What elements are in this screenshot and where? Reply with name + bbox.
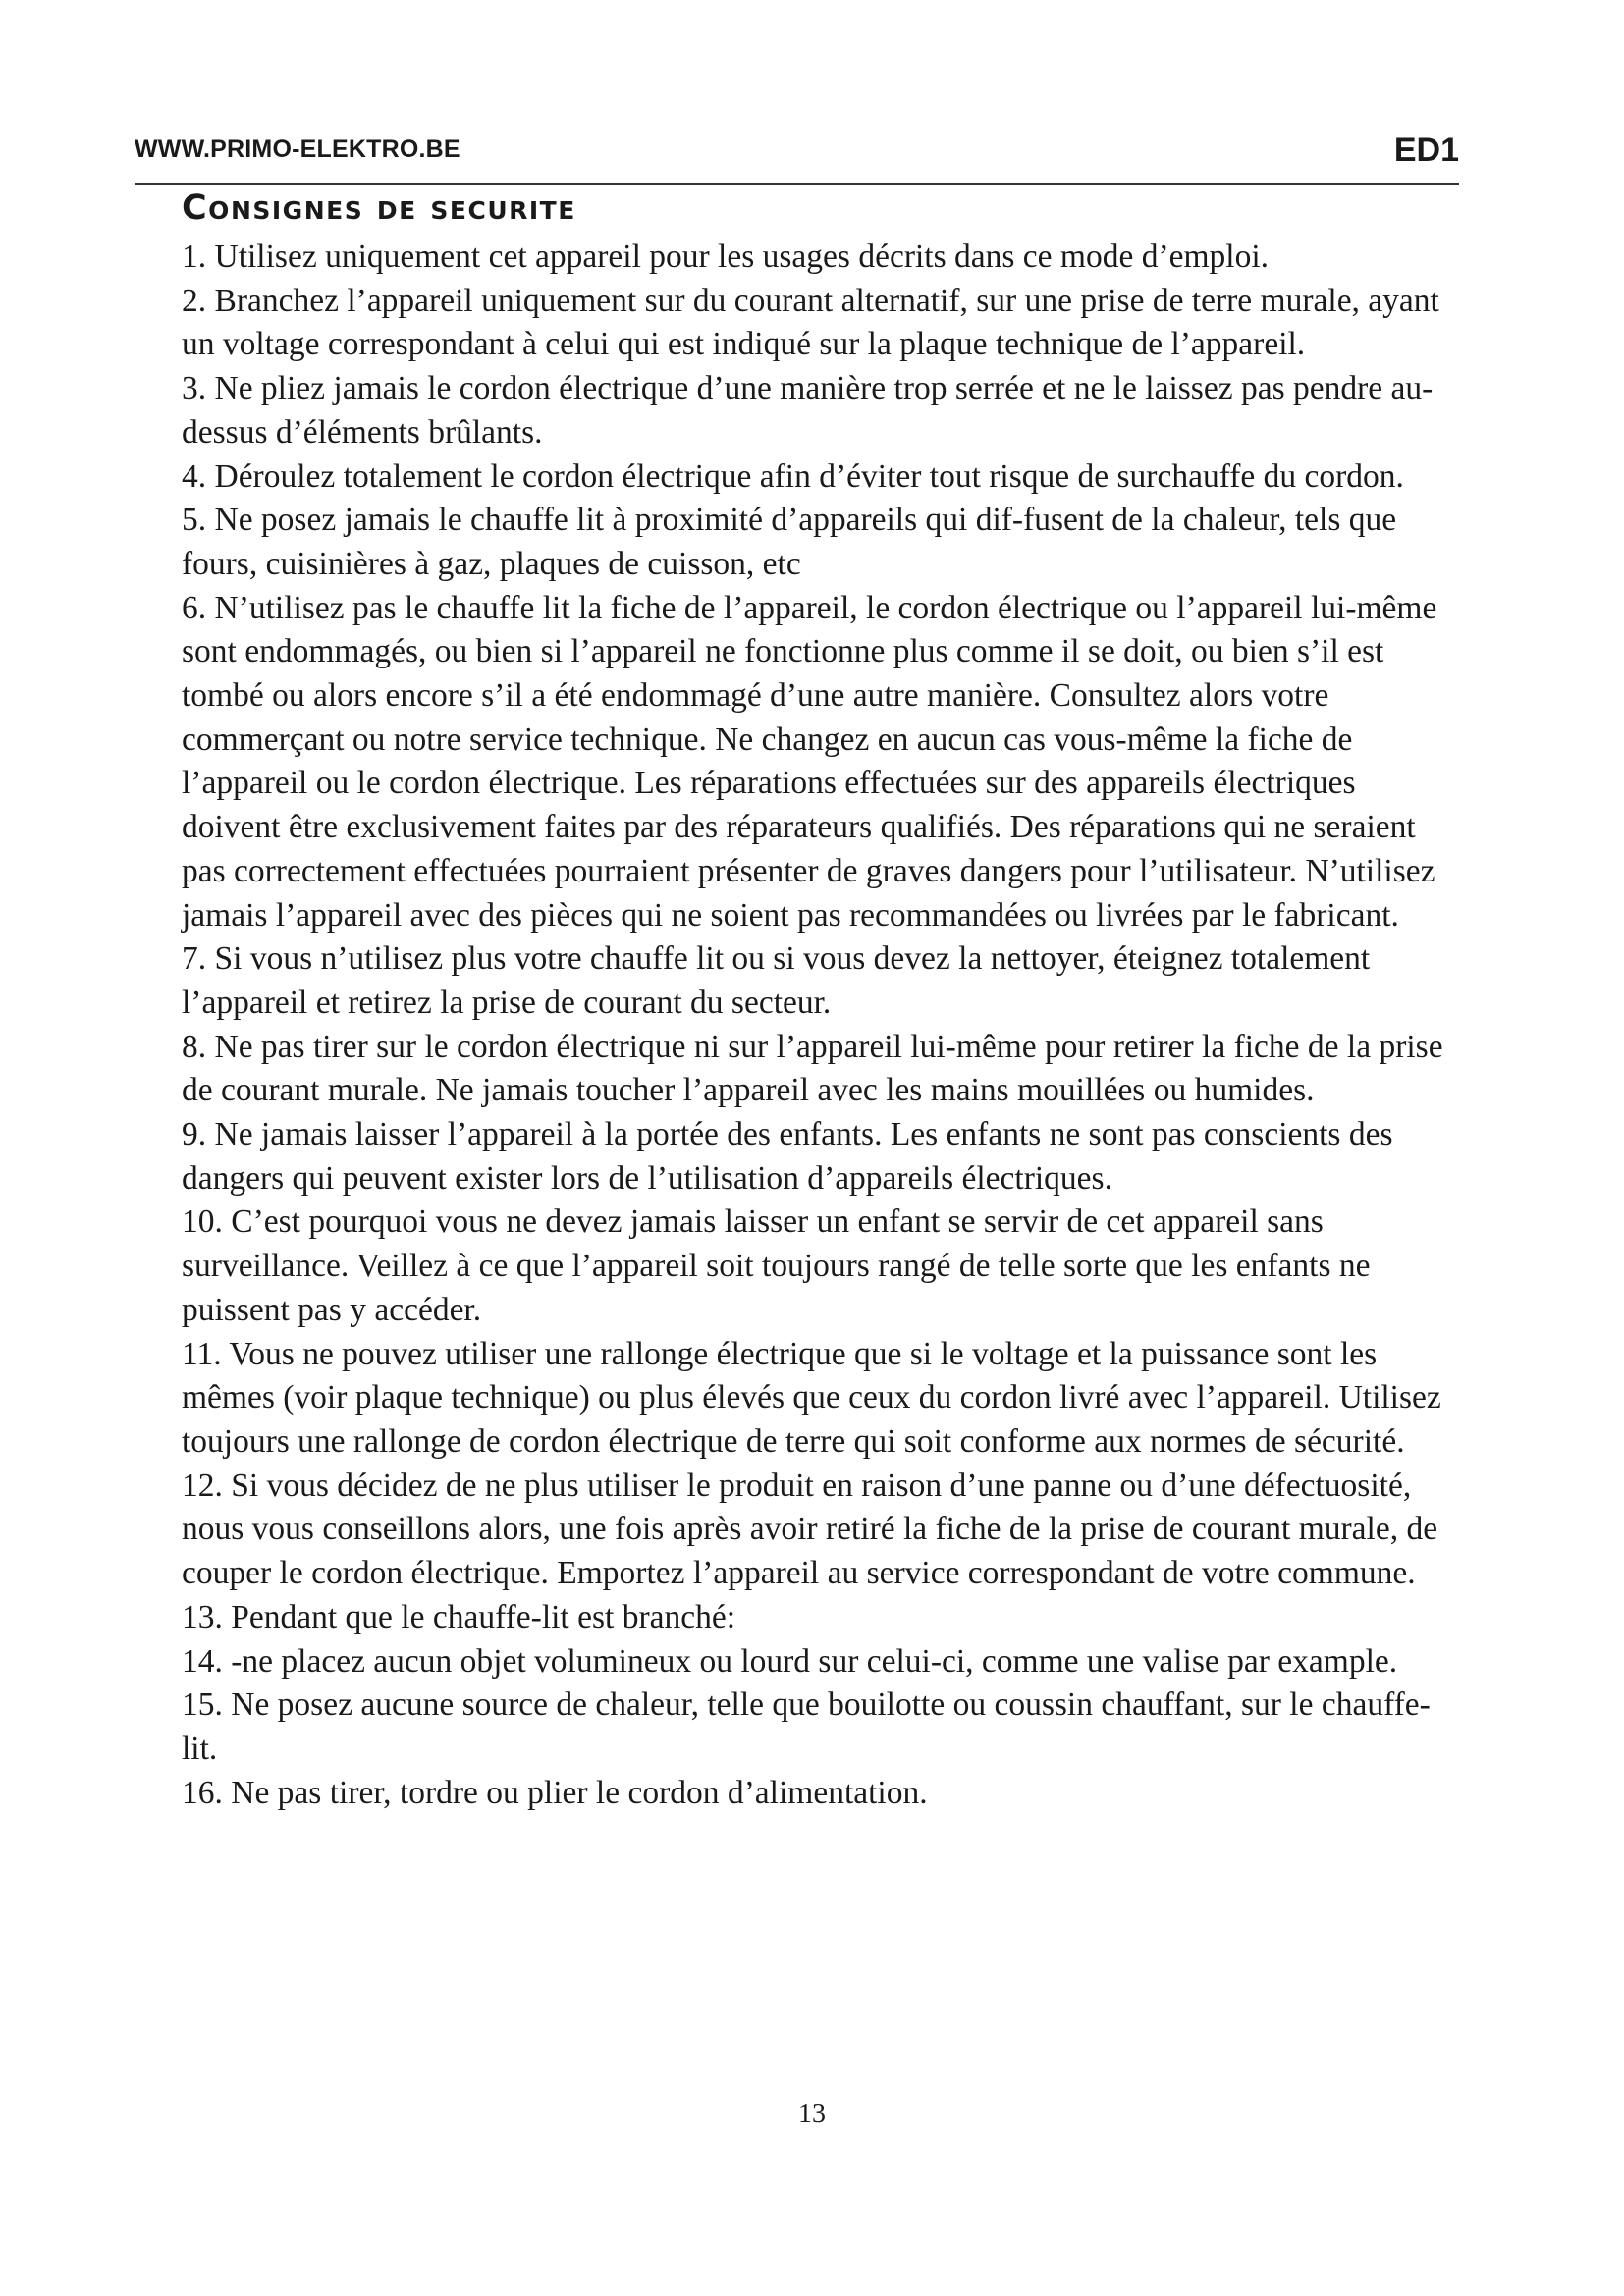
instruction-item-3: 3. Ne pliez jamais le cordon électrique d’une manière trop serrée et ne le laissez pas pendre au-dessus d’éléments brûlants. — [182, 370, 1434, 451]
header-divider — [135, 183, 1459, 185]
header-website-url: WWW.PRIMO-ELEKTRO.BE — [135, 135, 460, 163]
header-model-code: ED1 — [1393, 132, 1459, 169]
instruction-item-2: 2. Branchez l’appareil uniquement sur du courant alternatif, sur une prise de terre murale, ayant un voltage correspondant à celui qui est indiqué sur la plaque technique de l’appareil. — [182, 282, 1439, 363]
instruction-item-12: 12. Si vous décidez de ne plus utiliser le produit en raison d’une panne ou d’une défectuosité, nous vous conseillons alors, une fois après avoir retiré la fiche de la prise de courant murale, de couper le cordon électrique. Emportez l’appareil au service correspondant de votre commune. — [182, 1467, 1438, 1592]
instruction-item-9: 9. Ne jamais laisser l’appareil à la portée des enfants. Les enfants ne sont pas conscients des dangers qui peuvent exister lors de l’utilisation d’appareils électriques. — [182, 1116, 1393, 1197]
instruction-item-15: 15. Ne posez aucune source de chaleur, telle que bouilotte ou coussin chauffant, sur le chauffe-lit. — [182, 1686, 1431, 1767]
instruction-item-14: 14. -ne placez aucun objet volumineux ou lourd sur celui-ci, comme une valise par example. — [182, 1642, 1398, 1680]
instruction-item-1: 1. Utilisez uniquement cet appareil pour les usages décrits dans ce mode d’emploi. — [182, 239, 1270, 275]
instruction-item-13: 13. Pendant que le chauffe-lit est branché: — [182, 1598, 736, 1635]
instruction-item-16: 16. Ne pas tirer, tordre ou plier le cordon d’alimentation. — [182, 1774, 928, 1811]
section-title: Consignes de securite — [182, 188, 576, 228]
safety-instructions-list — [182, 236, 1458, 1815]
instruction-item-6: 6. N’utilisez pas le chauffe lit la fiche de l’appareil, le cordon électrique ou l’appareil lui-même sont endommagés, ou bien si l’appareil ne fonctionne plus comme il se doit, ou bien s’il est tombé ou alors encore s’il a été endommagé d’une autre manière. Consultez alors votre commerçant ou notre service technique. Ne changez en aucun cas vous-même la fiche de l’appareil ou le cordon électrique. Les réparations effectuées sur des appareils électriques doivent être exclusivement faites par des réparateurs qualifiés. Des réparations qui ne seraient pas correctement effectuées pourraient présenter de graves dangers pour l’utilisateur. N’utilisez jamais l’appareil avec des pièces qui ne soient pas recommandées ou livrées par le fabricant. — [182, 589, 1437, 934]
instruction-item-7: 7. Si vous n’utilisez plus votre chauffe lit ou si vous devez la nettoyer, éteignez totalement l’appareil et retirez la prise de courant du secteur. — [182, 940, 1371, 1021]
page-number: 13 — [798, 2099, 826, 2129]
instruction-item-4: 4. Déroulez totalement le cordon électrique afin d’éviter tout risque de surchauffe du cordon. — [182, 457, 1404, 495]
instruction-item-5: 5. Ne posez jamais le chauffe lit à proximité d’appareils qui dif-fusent de la chaleur, tels que fours, cuisinières à gaz, plaques de cuisson, etc — [182, 502, 1397, 582]
instruction-item-10: 10. C’est pourquoi vous ne devez jamais laisser un enfant se servir de cet appareil sans surveillance. Veillez à ce que l’appareil soit toujours rangé de telle sorte que les enfants ne puissent pas y accéder. — [182, 1203, 1371, 1328]
instruction-item-8: 8. Ne pas tirer sur le cordon électrique ni sur l’appareil lui-même pour retirer la fiche de la prise de courant murale. Ne jamais toucher l’appareil avec les mains mouillées ou humides. — [182, 1028, 1443, 1109]
instruction-item-11: 11. Vous ne pouvez utiliser une rallonge électrique que si le voltage et la puissance sont les mêmes (voir plaque technique) ou plus élevés que ceux du cordon livré avec l’appareil. Utilisez toujours une rallonge de cordon électrique de terre qui soit conforme aux normes de sécurité. — [182, 1335, 1441, 1460]
